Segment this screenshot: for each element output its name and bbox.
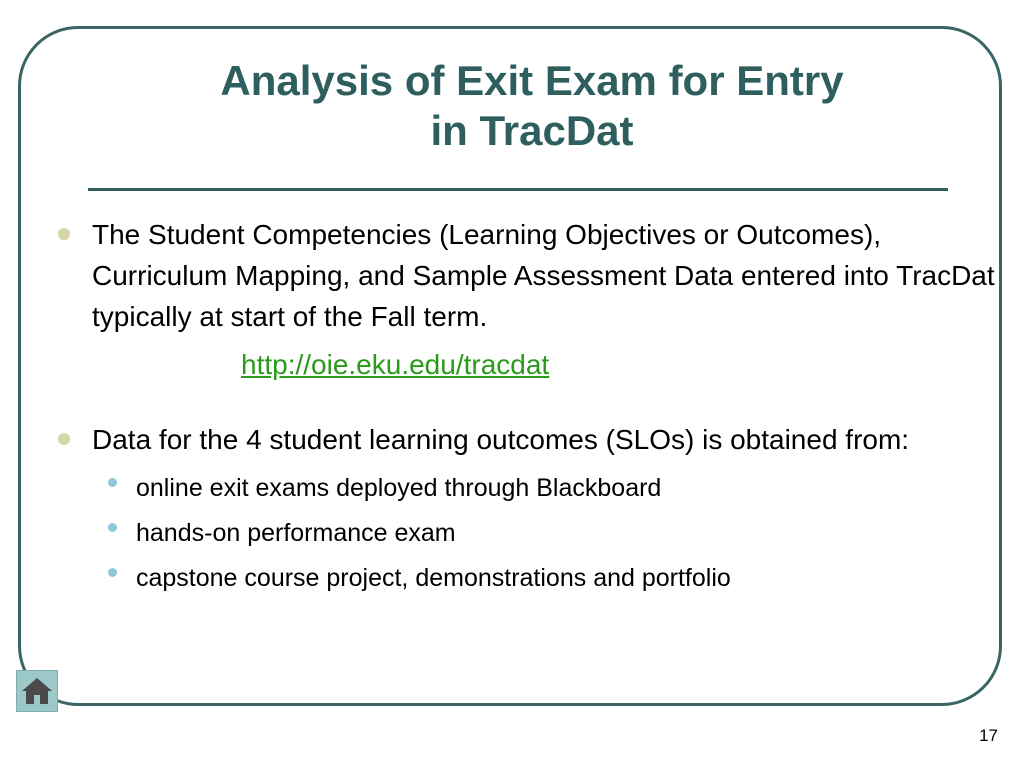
sub-bullet-item — [136, 556, 1006, 601]
home-button[interactable] — [16, 670, 58, 712]
sub-bullet-text: capstone course project, demonstrations and portfolio — [136, 564, 731, 592]
sub-bullet-item — [136, 466, 1006, 511]
page-number: 17 — [979, 726, 998, 745]
sub-bullet-marker — [108, 568, 117, 577]
sub-bullet-item — [136, 511, 1006, 556]
sub-bullet-marker — [108, 478, 117, 487]
bullet-text: The Student Competencies (Learning Objectives or Outcomes), Curriculum Mapping, and Sample Assessment Data entered into TracDat typically at start of the Fall term. — [92, 219, 995, 332]
home-icon — [17, 671, 57, 711]
link-line — [56, 343, 1006, 387]
sub-bullet-text: online exit exams deployed through Blackboard — [136, 474, 662, 502]
title-divider — [88, 188, 948, 191]
slide-content — [56, 214, 1006, 601]
sub-bullet-text: hands-on performance exam — [136, 519, 456, 547]
title-line-2: in TracDat — [430, 107, 634, 154]
sub-bullet-marker — [108, 523, 117, 532]
title-line-1: Analysis of Exit Exam for Entry — [220, 57, 844, 104]
bullet-item — [56, 419, 1006, 460]
bullet-text: Data for the 4 student learning outcomes (SLOs) is obtained from: — [92, 424, 910, 455]
bullet-marker — [58, 228, 70, 240]
sub-bullet-list — [56, 466, 1006, 601]
bullet-item — [56, 214, 1006, 337]
bullet-marker — [58, 433, 70, 445]
tracdat-link[interactable]: http://oie.eku.edu/tracdat — [241, 349, 550, 380]
slide-title — [80, 56, 984, 156]
